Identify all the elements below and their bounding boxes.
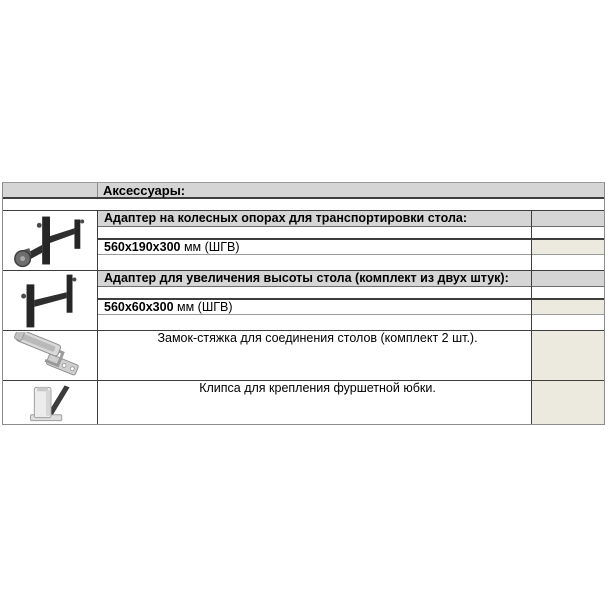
spacer-row [3,199,604,211]
right-cell-accent [532,381,604,424]
skirt-clip-icon [6,382,94,424]
row-right-column [532,211,604,270]
table-row [3,381,604,425]
right-cell-gray [532,211,604,227]
table-row [3,331,604,381]
row-gap [98,227,531,240]
latch-lock-icon [6,332,94,380]
table-row [3,271,604,331]
dimensions-unit: мм (ШГВ) [173,300,233,314]
row-right-column [532,331,604,380]
row-title: Клипса для крепления фуршетной юбки. [98,381,532,424]
product-image-cell [3,211,98,270]
table-title: Аксессуары: [103,183,186,198]
table-row [3,211,604,271]
row-content [98,271,532,330]
product-image-cell [3,381,98,424]
wheeled-adapter-icon [6,212,94,270]
dimensions-unit: мм (ШГВ) [180,240,240,254]
right-cell-gray [532,271,604,287]
right-cell-white [532,315,604,330]
right-cell-accent [532,300,604,315]
right-cell-accent [532,331,604,380]
row-gap [98,315,531,330]
dimensions-value: 560x190x300 [104,240,181,254]
right-cell-white [532,287,604,300]
row-title: Замок-стяжка для соединения столов (комплект 2 шт.). [98,331,532,380]
height-adapter-icon [6,272,94,330]
product-image-cell [3,331,98,380]
row-title: Адаптер для увеличения высоты стола (комплект из двух штук): [98,271,531,287]
row-right-column [532,271,604,330]
row-content [98,211,532,270]
row-right-column [532,381,604,424]
product-image-cell [3,271,98,330]
table-header-spacer-cell [3,183,98,197]
dimensions-value: 560x60x300 [104,300,174,314]
row-dimensions [98,240,531,255]
row-gap [98,255,531,270]
row-dimensions [98,300,531,315]
right-cell-accent [532,240,604,255]
row-title: Адаптер на колесных опорах для транспортировки стола: [98,211,531,227]
accessories-table [2,182,605,425]
row-gap [98,287,531,300]
table-header-row [3,183,604,199]
right-cell-white [532,227,604,240]
right-cell-white [532,255,604,270]
